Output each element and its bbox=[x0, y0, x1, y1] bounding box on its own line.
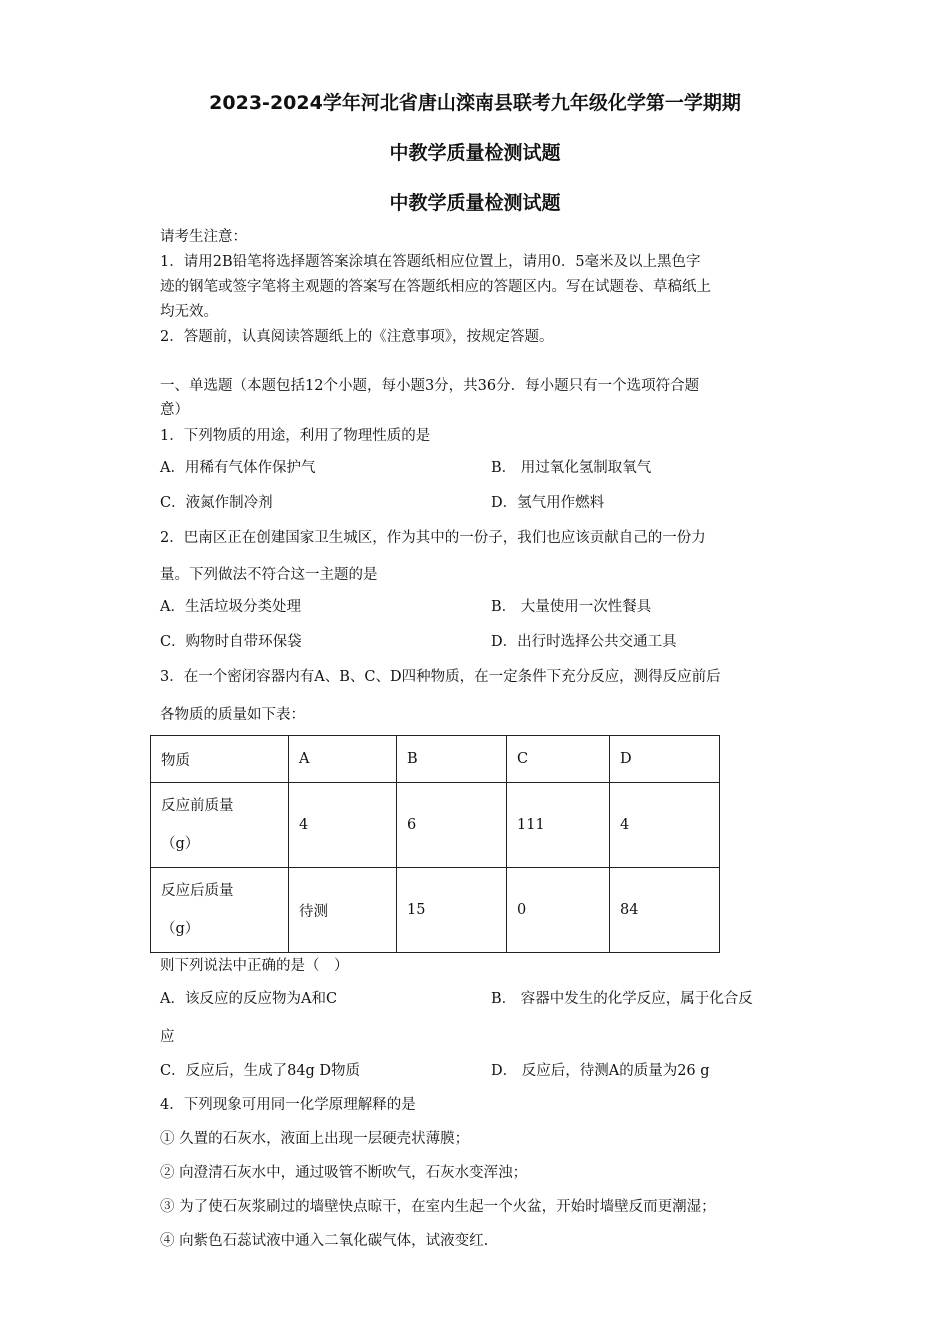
mass-table bbox=[150, 735, 720, 953]
table-cell: 4 bbox=[610, 783, 720, 868]
q3-option-a: A．该反应的反应物为A和C bbox=[160, 991, 338, 1007]
notice-heading: 请考生注意： bbox=[160, 229, 247, 245]
question-2-stem: 2．巴南区正在创建国家卫生城区，作为其中的一份子，我们也应该贡献自己的一份力 bbox=[160, 530, 706, 546]
row-label-unit: （g） bbox=[161, 921, 200, 937]
q4-item-3: ③ 为了使石灰浆刷过的墙壁快点晾干，在室内生起一个火盆，开始时墙壁反而更潮湿； bbox=[160, 1199, 716, 1215]
q4-item-1: ① 久置的石灰水，液面上出现一层硬壳状薄膜； bbox=[160, 1131, 470, 1147]
q4-item-2: ② 向澄清石灰水中，通过吸管不断吹气，石灰水变浑浊； bbox=[160, 1165, 528, 1181]
question-3-stem-cont: 各物质的质量如下表： bbox=[160, 707, 305, 723]
table-cell: 0 bbox=[507, 868, 610, 953]
table-header-cell: D bbox=[610, 736, 720, 783]
section-heading: 一、单选题（本题包括12个小题，每小题3分，共36分．每小题只有一个选项符合题 bbox=[160, 378, 700, 394]
table-cell: 待测 bbox=[289, 868, 397, 953]
row-label-unit: （g） bbox=[161, 836, 200, 852]
row-label bbox=[151, 783, 289, 868]
notice-line: 1．请用2B铅笔将选择题答案涂填在答题纸相应位置上，请用0．5毫米及以上黑色字 bbox=[160, 254, 701, 270]
q2-option-a: A．生活垃圾分类处理 bbox=[160, 599, 301, 615]
question-1-stem: 1．下列物质的用途，利用了物理性质的是 bbox=[160, 428, 431, 444]
title-line-3: 中教学质量检测试题 bbox=[389, 192, 561, 214]
notice-line: 均无效。 bbox=[160, 304, 218, 320]
question-3-ask: 则下列说法中正确的是（ ） bbox=[160, 958, 349, 974]
q3-option-c: C．反应后，生成了84g D物质 bbox=[160, 1063, 361, 1079]
q2-option-b: B． 大量使用一次性餐具 bbox=[491, 599, 652, 615]
title-line-2: 中教学质量检测试题 bbox=[389, 142, 561, 164]
section-heading-cont: 意） bbox=[160, 402, 189, 418]
q4-item-4: ④ 向紫色石蕊试液中通入二氧化碳气体，试液变红. bbox=[160, 1233, 489, 1249]
row-label-text: 反应后质量 bbox=[161, 883, 234, 899]
table-row bbox=[151, 868, 720, 953]
q2-option-c: C．购物时自带环保袋 bbox=[160, 634, 302, 650]
row-label bbox=[151, 868, 289, 953]
table-cell: 15 bbox=[397, 868, 507, 953]
q1-option-a: A．用稀有气体作保护气 bbox=[160, 460, 316, 476]
q3-option-d: D． 反应后，待测A的质量为26 g bbox=[491, 1063, 710, 1079]
table-header-cell: C bbox=[507, 736, 610, 783]
notice-line: 迹的钢笔或签字笔将主观题的答案写在答题纸相应的答题区内。写在试题卷、草稿纸上 bbox=[160, 279, 711, 295]
notice-line: 2．答题前，认真阅读答题纸上的《注意事项》，按规定答题。 bbox=[160, 329, 554, 345]
q2-option-d: D．出行时选择公共交通工具 bbox=[491, 634, 677, 650]
title-line-1: 2023-2024学年河北省唐山滦南县联考九年级化学第一学期期 bbox=[209, 92, 741, 114]
q1-option-d: D．氢气用作燃料 bbox=[491, 495, 605, 511]
question-4-stem: 4．下列现象可用同一化学原理解释的是 bbox=[160, 1097, 416, 1113]
table-cell: 6 bbox=[397, 783, 507, 868]
table-cell: 111 bbox=[507, 783, 610, 868]
table-cell: 4 bbox=[289, 783, 397, 868]
question-3-stem: 3．在一个密闭容器内有A、B、C、D四种物质，在一定条件下充分反应，测得反应前后 bbox=[160, 669, 721, 685]
q1-option-c: C．液氮作制冷剂 bbox=[160, 495, 273, 511]
table-header-row bbox=[151, 736, 720, 783]
q3-option-b: B． 容器中发生的化学反应，属于化合反 bbox=[491, 991, 753, 1007]
row-label-text: 反应前质量 bbox=[161, 798, 234, 814]
question-2-stem-cont: 量。下列做法不符合这一主题的是 bbox=[160, 567, 378, 583]
table-header-cell: B bbox=[397, 736, 507, 783]
table-row bbox=[151, 783, 720, 868]
table-header-cell: 物质 bbox=[151, 736, 289, 783]
q3-option-b-cont: 应 bbox=[160, 1029, 175, 1045]
q1-option-b: B． 用过氧化氢制取氧气 bbox=[491, 460, 652, 476]
table-header-cell: A bbox=[289, 736, 397, 783]
table-cell: 84 bbox=[610, 868, 720, 953]
